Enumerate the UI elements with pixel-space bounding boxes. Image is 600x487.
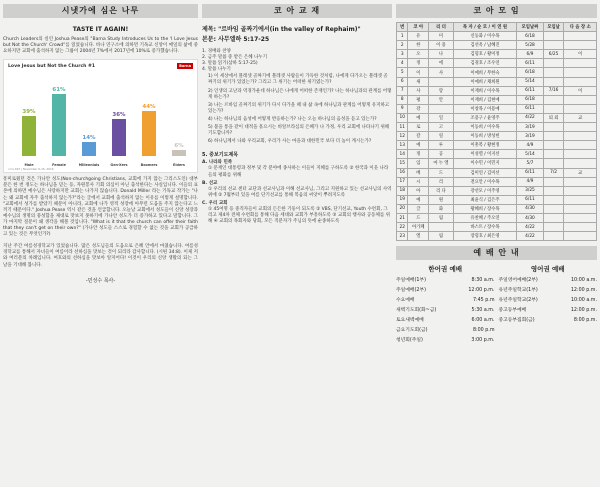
table-cell: [564, 177, 597, 186]
table-cell: 엘: [408, 232, 429, 241]
table-cell: 유: [408, 32, 429, 41]
table-row: [397, 177, 597, 186]
table-cell: 조용구 / 윤영주: [453, 113, 517, 122]
table-header-cell: 모임날짜: [517, 23, 543, 32]
korean-worship: [396, 264, 495, 346]
table-cell: 15: [397, 159, 408, 168]
table-cell: [543, 68, 564, 77]
table-cell: [543, 159, 564, 168]
table-cell: 랑: [429, 86, 454, 95]
table-row: [397, 204, 597, 213]
worship-row: [499, 316, 598, 326]
table-cell: [543, 132, 564, 141]
worship-time: 7:45 p.m: [472, 298, 495, 304]
worship-name: 주일영어예배(2부): [498, 278, 538, 284]
table-row: [397, 141, 597, 150]
table-cell: 시: [408, 177, 429, 186]
prayer-b-items: ① 우리의 선교 센터 교단과 선교사님과 이해 선교사님, 그리고 지원하고 있는 선교사님의 사역 위에 ② 7월부터 있을 여름 단기선교를 통해 복음의 씨앗이 뿌려지도록: [208, 186, 392, 198]
chart-value-label: 14%: [82, 134, 96, 141]
table-cell: 릴: [429, 132, 454, 141]
table-cell: [429, 104, 454, 113]
table-cell: [564, 77, 597, 86]
worship-time: 10:00 a.m.: [570, 278, 597, 284]
table-cell: 3/25: [517, 186, 543, 195]
table-cell: 3: [397, 50, 408, 59]
paragraph-closing: 지난 주간 여름성경학교가 있었습니다. 많은 성도님들의 도움으로 은혜 안에서 마쳤습니다. 여름성경학교를 통해서 자녀들이 여름이라 선하심을 맛보는 것이 되리라 감사합니다. (시편 34:8). 이제 저와 여러분의 차례입니다. 여호와의 선하심을 맛보아 알지어다! 이것이 우리의 신앙 생활의 되는 그 날을 기대해 봅니다.: [3, 244, 198, 268]
english-worship-title: 영어권 예배: [530, 265, 565, 274]
table-row: [397, 159, 597, 168]
table-cell: 김선옥 / 남혜진: [453, 41, 517, 50]
table-cell: 11: [397, 123, 408, 132]
table-cell: [543, 223, 564, 232]
table-cell: [543, 32, 564, 41]
table-cell: [564, 223, 597, 232]
worship-time: 12:00 p.m.: [468, 288, 495, 294]
table-cell: 아가페: [408, 223, 429, 232]
worship-name: 중고등부집회(금): [498, 318, 535, 324]
chart-category-label: Elders: [173, 163, 185, 168]
table-cell: 루: [429, 141, 454, 150]
table-cell: [429, 223, 454, 232]
table-cell: [564, 104, 597, 113]
table-cell: 림: [429, 232, 454, 241]
table-cell: 7/16: [543, 86, 564, 95]
table-cell: 이재희 / 김현예: [453, 95, 517, 104]
table-cell: 림: [429, 213, 454, 222]
chart-bar: [82, 142, 96, 156]
table-cell: 강선모 / 이주영: [453, 186, 517, 195]
table-cell: 4/22: [517, 232, 543, 241]
table-cell: [429, 77, 454, 86]
signoff: -민성수 목사-: [85, 277, 116, 284]
table-cell: [543, 204, 564, 213]
chart-value-label: 6%: [174, 143, 184, 150]
table-cell: 이성렬 / 이지선: [453, 150, 517, 159]
table-cell: 3/19: [517, 123, 543, 132]
chart-category-label: Boomers: [140, 163, 158, 168]
chart-category-label: Female: [52, 163, 66, 168]
worship-time: 12:00 p.m.: [570, 288, 597, 294]
worship-time: 12:00 p.m.: [570, 308, 597, 314]
table-row: [397, 123, 597, 132]
chart-bar: [22, 116, 36, 156]
column-small-groups: [396, 4, 597, 483]
table-cell: 신동화 / 이수목: [453, 32, 517, 41]
study-steps: [202, 49, 392, 73]
chart-bar: [142, 111, 156, 156]
table-cell: 4/22: [517, 223, 543, 232]
table-cell: 베: [408, 168, 429, 177]
worship-time: 8:00 p.m: [472, 328, 495, 334]
section-header: 시냇가에 심은 나무: [3, 4, 198, 18]
worship-header: 예 배 안 내: [396, 246, 597, 260]
chart-value-label: 61%: [52, 86, 66, 93]
table-cell: 드: [429, 168, 454, 177]
table-cell: 5/28: [517, 41, 543, 50]
table-cell: 6/11: [517, 104, 543, 113]
prayer-heading: 5. 중보기도제목: [202, 152, 239, 159]
table-cell: [564, 159, 597, 168]
worship-schedule: [396, 264, 597, 346]
table-cell: 이창목 / 이용예: [453, 104, 517, 113]
small-group-table: [396, 22, 597, 241]
table-cell: [564, 68, 597, 77]
chart-source: n=1,397 | November 6-15, 2016: [8, 167, 54, 172]
step: 1. 경배와 찬양: [202, 49, 231, 54]
question-text: 1) 이 세상에서 블레셋 골짜기에 블레셋 사람들이 가득한 것처럼, 나에게 다가오는 블레셋 골짜기의 위기가 있었는가? 그리고 그 위기는 어떠한 위기였는가?: [208, 74, 388, 86]
table-cell: 일: [429, 113, 454, 122]
question-text: 3) 나는 르바임 골짜기의 위기가 다시 다가올 때 내 삶 속에 하나님과 관계를 어떻게 유지하고 있는가?: [208, 102, 390, 114]
table-cell: [564, 195, 597, 204]
step: 3. 말씀 읽기(삼하 5:17-25): [202, 61, 258, 67]
table-cell: [543, 41, 564, 50]
table-cell: 미: [429, 32, 454, 41]
table-row: [397, 213, 597, 222]
table-cell: 황혜희 / 장수목: [453, 204, 517, 213]
table-cell: 에: [429, 59, 454, 68]
table-cell: [543, 150, 564, 159]
question-text: 2) 인생의 고난과 역경가운데 하나님은 나에게 어떠한 존재인가? 나는 하나님과의 관계를 어떻게 하는가?: [208, 88, 392, 100]
table-cell: 6/11: [517, 168, 543, 177]
table-cell: 이수민 / 이민지: [453, 159, 517, 168]
table-cell: 4/30: [517, 213, 543, 222]
table-header-cell: 번: [397, 23, 408, 32]
table-cell: 고: [429, 123, 454, 132]
english-worship-list: [499, 276, 598, 326]
worship-time: 3:00 p.m.: [471, 338, 495, 344]
worship-row: [499, 296, 598, 306]
table-cell: 갈: [408, 132, 429, 141]
table-body: [397, 32, 597, 241]
table-cell: 20: [397, 204, 408, 213]
question-2: [202, 89, 392, 101]
table-header-cell: 다 음 장 소: [564, 23, 597, 32]
worship-row: [499, 286, 598, 296]
table-cell: 6/18: [517, 95, 543, 104]
worship-time: 6:00 a.m.: [471, 318, 495, 324]
question-text: 5) 불을 통을 같이 대적을 흩으시는 바알브라심의 은혜가 나 가정, 우리 교회에 나타나기 위해 기도합니까?: [208, 125, 390, 137]
table-cell: 16: [397, 168, 408, 177]
chart-category-label: Millennials: [78, 163, 100, 168]
table-header-row: [397, 23, 597, 32]
table-cell: [543, 59, 564, 68]
worship-row: [396, 286, 495, 296]
table-cell: 6/25: [543, 50, 564, 59]
chart-value-label: 39%: [22, 109, 36, 116]
worship-row: [396, 296, 495, 306]
worship-name: 주일예배(1부): [396, 278, 426, 284]
table-row: [397, 195, 597, 204]
table-row: [397, 59, 597, 68]
chart-value-label: 36%: [112, 112, 126, 119]
worship-row: [499, 276, 598, 286]
table-header-cell: 리 더: [429, 23, 454, 32]
table-cell: [564, 232, 597, 241]
table-row: [397, 113, 597, 122]
table-row: [397, 32, 597, 41]
table-cell: 안: [429, 95, 454, 104]
table-cell: 이흥복 / 황현정: [453, 141, 517, 150]
table-cell: 평: [408, 95, 429, 104]
table-cell: [564, 59, 597, 68]
chart-category-label: Gen-Xers: [110, 163, 128, 168]
bar-chart: [3, 59, 198, 173]
table-cell: 교: [564, 113, 597, 122]
brand-logo: Barna: [179, 64, 191, 69]
table-cell: [543, 232, 564, 241]
table-cell: [543, 77, 564, 86]
table-cell: 아: [408, 186, 429, 195]
prayer-c-items: ① 45여명 등 중직자들이 교회의 든든한 기둥이 되도록 ② VBS, 단기선교, Youth 수련회, 그리고 제4차 전체 수련회를 통해 다음 세대와 교회가 부흥하도록 ③ 교회의 행사와 공동체를 위해 ④ 교회의 목회자와 당회, 모든 직분자가 주님의 뜻에 순종하도록: [208, 206, 390, 225]
worship-name: 토요새벽예배: [396, 318, 424, 324]
table-row: [397, 77, 597, 86]
table-cell: [543, 123, 564, 132]
table-cell: 5: [397, 68, 408, 77]
table-cell: 6/11: [517, 86, 543, 95]
study-passage: 본문: 사무엘하 5:17-25: [202, 36, 270, 43]
worship-row: [396, 336, 495, 346]
table-cell: 퇴 외: [543, 113, 564, 122]
table-cell: 23: [397, 232, 408, 241]
table-cell: 5/14: [517, 150, 543, 159]
table-cell: [564, 32, 597, 41]
question-4: [202, 117, 392, 123]
table-cell: 예: [408, 113, 429, 122]
table-cell: 이재희 / 이수목: [453, 86, 517, 95]
table-row: [397, 50, 597, 59]
table-cell: 이: [564, 50, 597, 59]
table-cell: 8: [397, 95, 408, 104]
table-cell: 예: [408, 141, 429, 150]
table-cell: 한: [408, 41, 429, 50]
table-cell: 강: [408, 104, 429, 113]
table-row: [397, 132, 597, 141]
table-row: [397, 150, 597, 159]
prayer-a-items: ① 문재인 대통령과 정부 및 각 분야에 종사하는 이들이 지혜를 구하도록 ② 한국과 이웃 나라들의 평화를 위해: [208, 166, 389, 178]
table-cell: 2: [397, 41, 408, 50]
table-cell: [564, 150, 597, 159]
worship-row: [396, 276, 495, 286]
table-cell: 22: [397, 223, 408, 232]
table-cell: 교: [564, 168, 597, 177]
table-cell: 14: [397, 150, 408, 159]
chart-bar: [112, 119, 126, 156]
table-cell: 원: [429, 195, 454, 204]
table-cell: 김미연 / 김미선: [453, 168, 517, 177]
korean-worship-title: 한어권 예배: [428, 265, 463, 274]
step: 4. 말씀 나누기: [202, 67, 231, 73]
table-cell: 사: [429, 68, 454, 77]
prayer-c-heading: C. 우리 교회: [202, 200, 228, 206]
prayer-b-heading: B. 선교: [202, 180, 218, 186]
table-cell: 4: [397, 59, 408, 68]
prayer-a-heading: A. 나라와 민족: [202, 160, 233, 166]
table-cell: [564, 213, 597, 222]
table-cell: 바스트 / 장수목: [453, 223, 517, 232]
question-3: [202, 103, 392, 115]
table-cell: 9: [397, 104, 408, 113]
table-cell: 5/14: [517, 77, 543, 86]
section-header: 코 아 교 재: [202, 4, 392, 18]
table-cell: [543, 104, 564, 113]
table-cell: [543, 213, 564, 222]
table-cell: 드: [408, 213, 429, 222]
worship-row: [396, 316, 495, 326]
table-cell: 7: [397, 86, 408, 95]
table-cell: [543, 186, 564, 195]
table-cell: 17: [397, 177, 408, 186]
column-study-guide: [202, 4, 392, 483]
table-cell: 5/7: [517, 159, 543, 168]
table-cell: [564, 141, 597, 150]
table-cell: 오: [408, 50, 429, 59]
table-cell: [543, 95, 564, 104]
column-pastor-letter: [3, 4, 198, 483]
worship-name: 새벽기도회(화~금): [396, 308, 437, 314]
table-cell: 7/2: [543, 168, 564, 177]
table-cell: 이동희 / 방성헌: [453, 132, 517, 141]
question-5: [202, 125, 392, 137]
table-row: [397, 86, 597, 95]
worship-name: 유년주일학교(1부): [498, 288, 538, 294]
table-cell: 4/9: [517, 141, 543, 150]
table-cell: 18: [397, 186, 408, 195]
table-cell: 21: [397, 213, 408, 222]
table-cell: [543, 177, 564, 186]
table-cell: 김형호 / 황미정: [453, 50, 517, 59]
table-cell: 나: [429, 50, 454, 59]
section-header: 코 아 모 임: [396, 4, 597, 18]
table-cell: 13: [397, 141, 408, 150]
question-text: 6) 하나님께서 나와 우리교회, 우리가 사는 마을과 대한민국 보다 더 높이 계시는가?: [208, 139, 372, 145]
paragraph-body: 흥미로웠던 것은 가나안 성도(Non-churchgoing Christians, 교회에 가지 않는 그리스도인) 대부분은 한 번 정도는 하나님을 믿는 등, 자원봉사 기회 의심이 아닌 출석한다는 사실입니다. 이들의 표본에 의하면 예수님은 사랑하지만 교회는 나가지 않습니다. Donald Miller 라는 기독교 작가는 "나는 왜 교회에 자주 출석하지 않는가?"라는 글에서 교회에 출석하지 않는 이유를 이렇게 설명합니다. "교회에서 성가를 받았기 때문이 아니라, 교회에 나가 영적 성장에 아무런 도움을 주지 않는다고 느끼기 때문이다." Joshua Pease 역시 같은 것을 언급합니다. 오늘날 교회에서 성도들이 신앙 성장과 예수님의 생명의 풍성함을 제대로 맛보지 못하기에 가나안 성도가 더 증가하고 있다고 말합니다. 그가 마지막 질문이 왜 생각을 해볼 것입니다. "What is it that the church can offer their faith that they can't get on their own?" (가나안 성도들 스스로 경험할 수 없는 것을 교회가 공급하고 있는 것은 무엇인가?): [3, 177, 198, 238]
table-row: [397, 168, 597, 177]
worship-time: 8:00 p.m.: [573, 318, 597, 324]
question-1: [202, 74, 392, 86]
worship-time: 5:30 a.m.: [471, 308, 495, 314]
table-cell: 리 다: [429, 186, 454, 195]
table-cell: [564, 204, 597, 213]
worship-name: 청년회(주일): [396, 338, 423, 344]
worship-time: 8:30 a.m.: [471, 278, 495, 284]
table-row: [397, 95, 597, 104]
table-cell: [543, 141, 564, 150]
table-cell: 이: [408, 68, 429, 77]
table-cell: 사: [408, 86, 429, 95]
step: 2. 금주 말씀 중 받은 은혜 나누기: [202, 55, 268, 61]
worship-name: 금요기도회(금): [396, 328, 428, 334]
table-cell: [564, 41, 597, 50]
table-row: [397, 232, 597, 241]
worship-row: [499, 306, 598, 316]
table-cell: 6/18: [517, 68, 543, 77]
table-row: [397, 41, 597, 50]
worship-name: 중고등부예배: [498, 308, 527, 314]
worship-name: 유년주일학교(2부): [498, 298, 538, 304]
table-cell: [564, 186, 597, 195]
chart-bar: [52, 94, 66, 157]
chart-bar: [172, 150, 186, 156]
worship-time: 10:00 a.m.: [570, 298, 597, 304]
table-header-cell: 모임날: [543, 23, 564, 32]
table-cell: 새: [408, 77, 429, 86]
table-cell: 12: [397, 132, 408, 141]
table-header-cell: 목 자 / 순 모 / 이 연 원: [453, 23, 517, 32]
table-cell: [564, 132, 597, 141]
table-cell: 이예희 / 무한숙: [453, 68, 517, 77]
table-cell: 이 용: [429, 41, 454, 50]
table-cell: 로: [408, 123, 429, 132]
table-cell: 이예희 / 채희원: [453, 77, 517, 86]
paragraph-intro: Church Leaders의 실린 Joshua Pease의 "Barna Study Introduces Us to the 'I Love Jesus but Not the Church' Crowd"를 읽었습니다. 바나 연구소에 의하면 기독교 신앙이 매일의 삶에 중요하지만 교회에 출석하지 않는 그룹이 2004년 7%에서 2017년에 10%로 증가했습니다.: [3, 37, 198, 55]
table-cell: 장형호 / 최은영: [453, 232, 517, 241]
table-cell: [564, 95, 597, 104]
question-6: [202, 139, 392, 145]
table-cell: [564, 123, 597, 132]
table-row: [397, 223, 597, 232]
table-cell: 예: [408, 195, 429, 204]
table-header-cell: 코 아: [408, 23, 429, 32]
table-cell: 최윤식 / 김은주: [453, 195, 517, 204]
english-worship: [499, 264, 598, 346]
table-cell: 4/9: [517, 177, 543, 186]
chart-value-label: 44%: [142, 104, 156, 111]
table-cell: 리: [429, 177, 454, 186]
table-cell: 김경호 / 조우연: [453, 59, 517, 68]
table-row: [397, 104, 597, 113]
table-cell: 19: [397, 195, 408, 204]
article-title: TASTE IT AGAIN!: [72, 26, 129, 33]
question-text: 4) 나는 하나님의 음성에 어떻게 반응하는가? 나는 오늘 하나님의 음성을 듣고 있는가?: [208, 116, 377, 122]
table-cell: 임: [408, 159, 429, 168]
table-cell: 6/11: [517, 195, 543, 204]
table-cell: 공: [429, 150, 454, 159]
table-cell: 6: [397, 77, 408, 86]
study-title: 제목: "르바임 골짜기에서(in the valley of Rephaim)": [202, 26, 361, 33]
table-cell: 6/11: [517, 59, 543, 68]
table-cell: 이동희 / 이수목: [453, 123, 517, 132]
table-cell: 4/30: [517, 204, 543, 213]
table-row: [397, 68, 597, 77]
table-cell: 3/19: [517, 132, 543, 141]
table-cell: 정: [408, 59, 429, 68]
table-cell: 10: [397, 113, 408, 122]
korean-worship-list: [396, 276, 495, 346]
table-cell: 글: [408, 204, 429, 213]
table-cell: 6/9: [517, 50, 543, 59]
table-cell: 전요안 / 이수목: [453, 177, 517, 186]
worship-name: 수요예배: [396, 298, 415, 304]
table-cell: 정: [408, 150, 429, 159]
table-cell: 유찬혜 / 주오연: [453, 213, 517, 222]
table-cell: [543, 195, 564, 204]
table-cell: 4/22: [517, 113, 543, 122]
worship-name: 주일예배(2부): [396, 288, 426, 294]
chart-title: Love Jesus but Not the Church #1: [8, 64, 96, 70]
chart-category-label: Male: [24, 163, 34, 168]
table-cell: 이: [564, 86, 597, 95]
table-cell: 화: [429, 204, 454, 213]
worship-row: [396, 306, 495, 316]
table-cell: 1: [397, 32, 408, 41]
worship-row: [396, 326, 495, 336]
table-cell: 6/18: [517, 32, 543, 41]
table-row: [397, 186, 597, 195]
table-cell: 마 누 엘: [429, 159, 454, 168]
